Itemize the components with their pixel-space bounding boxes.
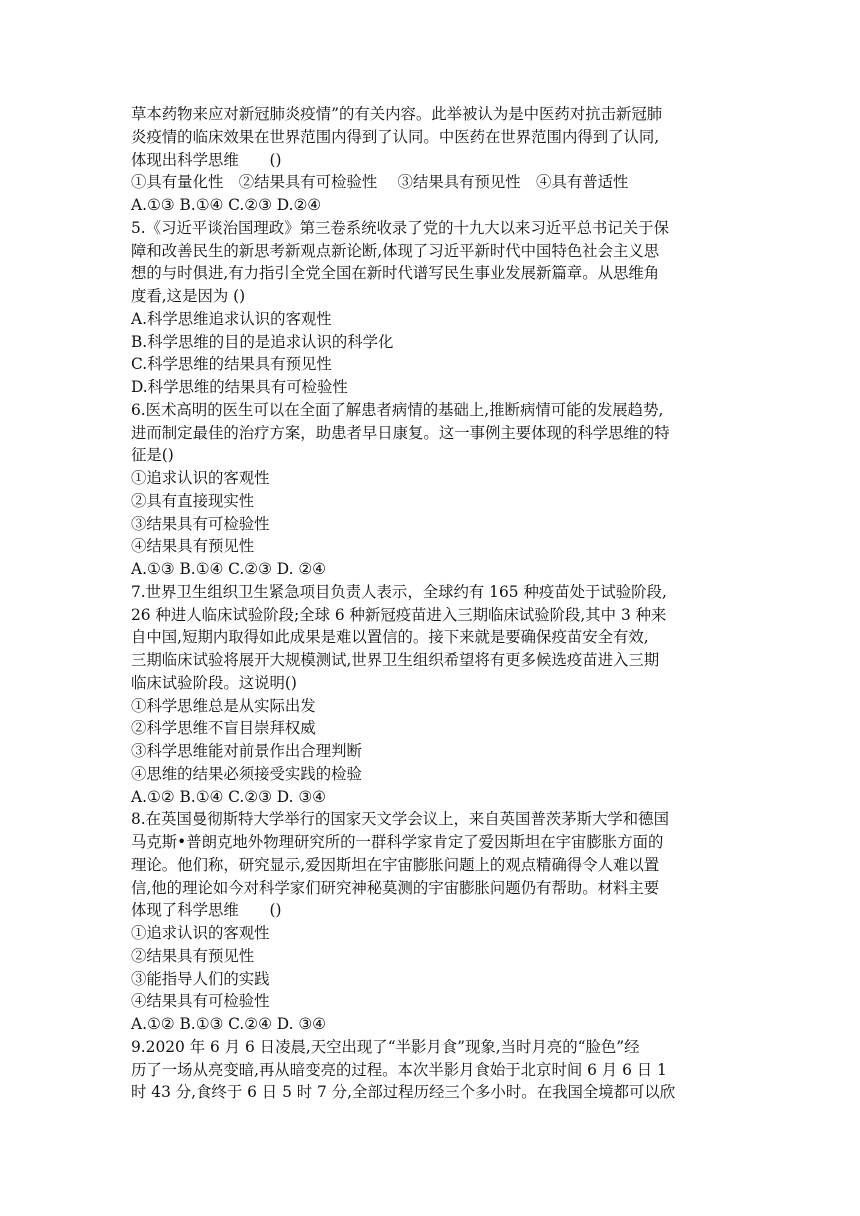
text-line: 自中国,短期内取得如此成果是难以置信的。接下来就是要确保疫苗安全有效, [131,628,649,647]
text-line: A.科学思维追求认识的客观性 [131,309,332,328]
text-line: 理论。他们称，研究显示,爱因斯坦在宇宙膨胀问题上的观点精确得令人难以置 [131,855,660,874]
text-line: 信,他的理论如今对科学家们研究神秘莫测的宇宙膨胀问题仍有帮助。材料主要 [131,878,660,897]
text-line: D.科学思维的结果具有可检验性 [131,378,348,396]
text-line: 想的与时俱进,有力指引全党全国在新时代谱写民生事业发展新篇章。从思维角 [131,264,660,283]
text-line: 26 种进人临床试验阶段;全球 6 种新冠疫苗进入三期临床试验阶段,其中 3 种来 [131,605,667,624]
text-line: ②具有直接现实性 [131,491,255,510]
text-line: A.①③ B.①④ C.②③ D.②④ [131,196,322,214]
text-line: C.科学思维的结果具有预见性 [131,355,332,374]
text-line: ①追求认识的客观性 [131,924,270,942]
text-line: A.①③ B.①④ C.②③ D. ②④ [131,560,326,578]
text-line: 9.2020 年 6 月 6 日凌晨,天空出现了“半影月食”现象,当时月亮的“脸色”经 [131,1037,640,1056]
text-line: 时 43 分,食终于 6 日 5 时 7 分,全部过程历经三个多小时。在我国全境都可以欣 [131,1083,676,1102]
text-line: 征是() [131,446,174,465]
text-line: 三期临床试验将展开大规模测试,世界卫生组织希望将有更多候选疫苗进入三期 [131,651,660,669]
text-line: 体现了科学思维 () [131,901,282,920]
text-line: 进而制定最佳的治疗方案，助患者早日康复。这一事例主要体现的科学思维的特 [131,423,670,442]
text-line: 炎疫情的临床效果在世界范围内得到了认同。中医药在世界范围内得到了认同, [131,127,660,146]
text-line: ②结果具有预见性 [131,946,255,965]
text-line: 5.《习近平谈治国理政》第三卷系统收录了党的十九大以来习近平总书记关于保 [131,218,669,237]
text-line: ①追求认识的客观性 [131,469,270,487]
text-line: ①具有量化性 ②结果具有可检验性 ③结果具有预见性 ④具有普适性 [131,173,629,192]
text-line: ①科学思维总是从实际出发 [131,696,316,715]
text-line: 7.世界卫生组织卫生紧急项目负责人表示，全球约有 165 种疫苗处于试验阶段, [131,582,667,601]
text-line: 草本药物来应对新冠肺炎疫情”的有关内容。此举被认为是中医药对抗击新冠肺 [131,105,663,123]
text-line: B.科学思维的目的是追求认识的科学化 [131,332,394,351]
text-line: ②科学思维不盲目崇拜权威 [131,719,316,738]
text-line: 历了一场从亮变暗,再从暗变亮的过程。本次半影月食始于北京时间 6 月 6 日 1 [131,1060,667,1079]
text-line: A.①② B.①④ C.②③ D. ③④ [131,787,326,806]
text-line: 马克斯•普朗克地外物理研究所的一群科学家肯定了爱因斯坦在宇宙膨胀方面的 [131,833,664,851]
document-body [131,103,731,1104]
text-line: ③结果具有可检验性 [131,514,270,533]
text-line: ④结果具有可检验性 [131,992,270,1011]
text-line: A.①② B.①③ C.②④ D. ③④ [131,1015,326,1033]
text-line: ③能指导人们的实践 [131,969,270,988]
text-line: 障和改善民生的新思考新观点新论断,体现了习近平新时代中国特色社会主义思 [131,241,660,260]
text-line: ③科学思维能对前景作出合理判断 [131,742,362,760]
text-line: ④思维的结果必须接受实践的检验 [131,764,362,783]
text-line: ④结果具有预见性 [131,537,255,556]
text-line: 8.在英国曼彻斯特大学举行的国家天文学会议上，来自英国普茨茅斯大学和德国 [131,810,669,829]
text-line: 6.医术高明的医生可以在全面了解患者病情的基础上,推断病情可能的发展趋势, [131,400,664,419]
text-line: 临床试验阶段。这说明() [131,673,297,692]
text-line: 体现出科学思维 () [131,150,282,169]
text-line: 度看,这是因为 () [131,287,246,305]
